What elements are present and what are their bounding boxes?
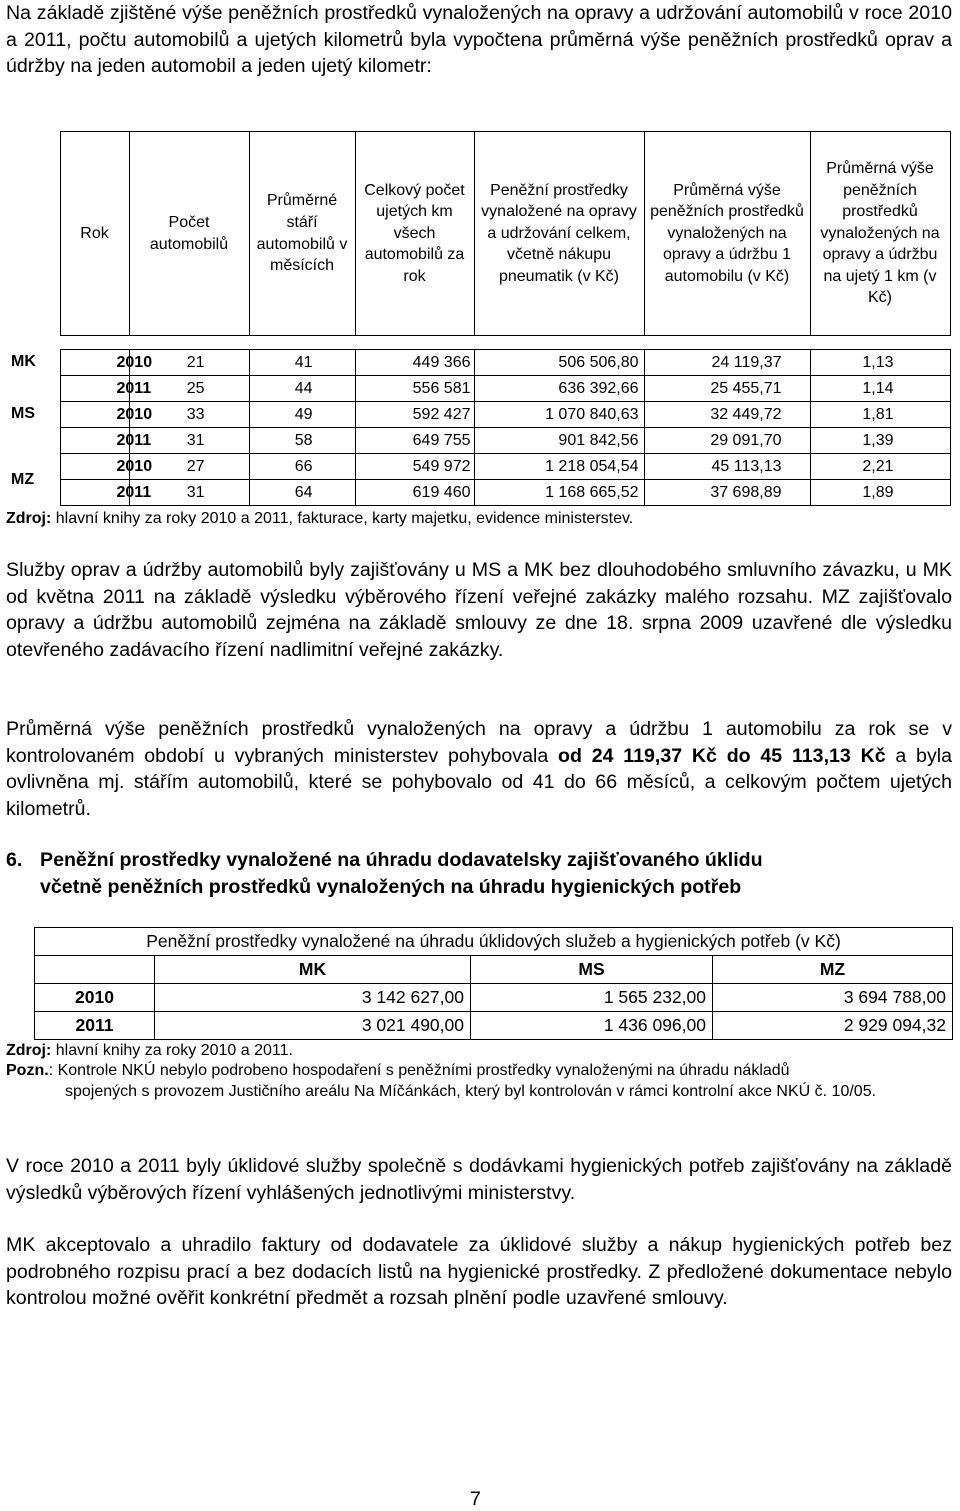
table-cell: 33 (129, 402, 249, 428)
header-cost-per-km: Průměrná výše peněžních prostředků vynaložených na opravy a údržbu na ujetý 1 km (v Kč) (810, 132, 950, 336)
paragraph-mk-invoices: MK akceptovalo a uhradilo faktury od dodavatele za úklidové služby a nákup hygienických potřeb bez podrobného rozpisu prací a bez dodacích listů na hygienické prostředky. Z předložené dokumentace nebylo kontrolou možné ověřit konkrétní předmět a rozsah plnění podle uzavřené smlouvy. (6, 1234, 952, 1310)
table-cell: 649 755 (355, 428, 474, 454)
ministry-label: MS (8, 402, 60, 454)
table-cell: 27 (129, 454, 249, 480)
year-cell: 2010 (60, 402, 129, 428)
year-cell: 2010 (60, 350, 129, 376)
table-row (8, 454, 950, 480)
table-cell: 636 392,66 (474, 376, 644, 402)
table-cell: 1,89 (810, 480, 950, 506)
paragraph-average-cost: Průměrná výše peněžních prostředků vynaložených na opravy a údržbu 1 automobilu za rok se v kontrolovaném období u vybraných ministerstev pohybovala od 24 119,37 Kč do 45 113,13 Kč a byla ovlivněna mj. stářím automobilů, které se pohybovalo od 41 do 66 měsíců, a celkovým počtem ujetých kilometrů. (6, 718, 952, 820)
table-cell: 2,21 (810, 454, 950, 480)
table-cell: 506 506,80 (474, 350, 644, 376)
header-avg-age: Průměrné stáří automobilů v měsících (249, 132, 355, 336)
year-cell: 2011 (60, 480, 129, 506)
year-cell: 2011 (60, 428, 129, 454)
year-cell: 2011 (60, 376, 129, 402)
header-mk: MK (155, 956, 471, 984)
table-row (35, 984, 953, 1012)
page-number: 7 (470, 1488, 481, 1510)
table-cell: 901 842,56 (474, 428, 644, 454)
year-cell: 2011 (35, 1012, 155, 1040)
table-cell: 41 (249, 350, 355, 376)
table-cell: 1,39 (810, 428, 950, 454)
table-cell: 1 168 665,52 (474, 480, 644, 506)
paragraph-services: Služby oprav a údržby automobilů byly zajišťovány u MS a MK bez dlouhodobého smluvního závazku, u MK od května 2011 na základě výsledku výběrového řízení veřejné zakázky malého rozsahu. MZ zajišťovalo opravy a údržbu automobilů zejména na základě smlouvy ze dne 18. srpna 2009 uzavřené dle výsledku otevřeného zadávacího řízení nadlimitní veřejné zakázky. (6, 559, 952, 661)
header-total-km: Celkový počet ujetých km všech automobilů za rok (355, 132, 474, 336)
table-title-row (35, 928, 953, 956)
table-cell: 32 449,72 (644, 402, 810, 428)
intro-paragraph: Na základě zjištěné výše peněžních prostředků vynaložených na opravy a udržování automobilů v roce 2010 a 2011, počtu automobilů a ujetých kilometrů byla vypočtena průměrná výše peněžních prostředků oprav a údržby na jeden automobil a jeden ujetý kilometr: (6, 2, 952, 78)
table-cell: 3 021 490,00 (155, 1012, 471, 1040)
table-header-row (8, 132, 950, 336)
table-cell: 3 142 627,00 (155, 984, 471, 1012)
table-cell: 1 436 096,00 (471, 1012, 713, 1040)
header-mz: MZ (713, 956, 953, 984)
table-cell: 449 366 (355, 350, 474, 376)
ministry-label: MK (8, 350, 60, 402)
table-cell: 64 (249, 480, 355, 506)
table-row (8, 350, 950, 376)
table-cell: 549 972 (355, 454, 474, 480)
table-cell: 592 427 (355, 402, 474, 428)
table-cell: 37 698,89 (644, 480, 810, 506)
table-cell: 1,14 (810, 376, 950, 402)
table-cell: 2 929 094,32 (713, 1012, 953, 1040)
table-cell: 66 (249, 454, 355, 480)
header-car-count: Počet automobilů (129, 132, 249, 336)
table-cell: 1 070 840,63 (474, 402, 644, 428)
table-cell: 58 (249, 428, 355, 454)
table-cell: 1 218 054,54 (474, 454, 644, 480)
table-cell: 24 119,37 (644, 350, 810, 376)
table-cell: 49 (249, 402, 355, 428)
paragraph-cleaning-services: V roce 2010 a 2011 byly úklidové služby společně s dodávkami hygienických potřeb zajišťovány na základě výsledků výběrových řízení vyhlášených jednotlivými ministerstvy. (6, 1155, 952, 1204)
table2-title: Peněžní prostředky vynaložené na úhradu úklidových služeb a hygienických potřeb (v Kč) (35, 928, 953, 956)
header-ms: MS (471, 956, 713, 984)
table-cell: 31 (129, 428, 249, 454)
table-cell: 25 (129, 376, 249, 402)
table-cell: 3 694 788,00 (713, 984, 953, 1012)
table-header-row (35, 956, 953, 984)
year-cell: 2010 (60, 454, 129, 480)
header-total-cost: Peněžní prostředky vynaložené na opravy a udržování celkem, včetně nákupu pneumatik (v Kč) (474, 132, 644, 336)
table-row (35, 1012, 953, 1040)
table-cell: 619 460 (355, 480, 474, 506)
table-cell: 31 (129, 480, 249, 506)
table-cell: 29 091,70 (644, 428, 810, 454)
table-cell: 1,81 (810, 402, 950, 428)
header-cost-per-car: Průměrná výše peněžních prostředků vynaložených na opravy a údržbu 1 automobilu (v Kč) (644, 132, 810, 336)
section-6-heading: 6. Peněžní prostředky vynaložené na úhradu dodavatelsky zajišťovaného úklidu včetně peněžních prostředků vynaložených na úhradu hygienických potřeb (6, 849, 763, 898)
table-row (8, 428, 950, 454)
table-cell: 25 455,71 (644, 376, 810, 402)
table-cell: 45 113,13 (644, 454, 810, 480)
table-cell: 44 (249, 376, 355, 402)
table-row (8, 480, 950, 506)
table-cell: 1,13 (810, 350, 950, 376)
car-maintenance-table (8, 131, 951, 506)
ministry-label: MZ (8, 454, 60, 506)
table-cell: 556 581 (355, 376, 474, 402)
table-cell: 1 565 232,00 (471, 984, 713, 1012)
cleaning-costs-table (34, 927, 953, 1040)
table2-source: Zdroj: hlavní knihy za roky 2010 a 2011. (6, 1042, 293, 1059)
table2-note: Pozn.: Kontrole NKÚ nebylo podrobeno hospodaření s peněžními prostředky vynaloženými na úhradu nákladů spojených s provozem Justičního areálu Na Míčánkách, který byl kontrolován v rámci kontrolní akce NKÚ č. 10/05. (6, 1062, 877, 1100)
table-row (8, 376, 950, 402)
table-cell: 21 (129, 350, 249, 376)
table-row (8, 402, 950, 428)
header-year: Rok (60, 132, 129, 336)
year-cell: 2010 (35, 984, 155, 1012)
table1-source: Zdroj: hlavní knihy za roky 2010 a 2011, fakturace, karty majetku, evidence ministerstev. (6, 510, 634, 527)
